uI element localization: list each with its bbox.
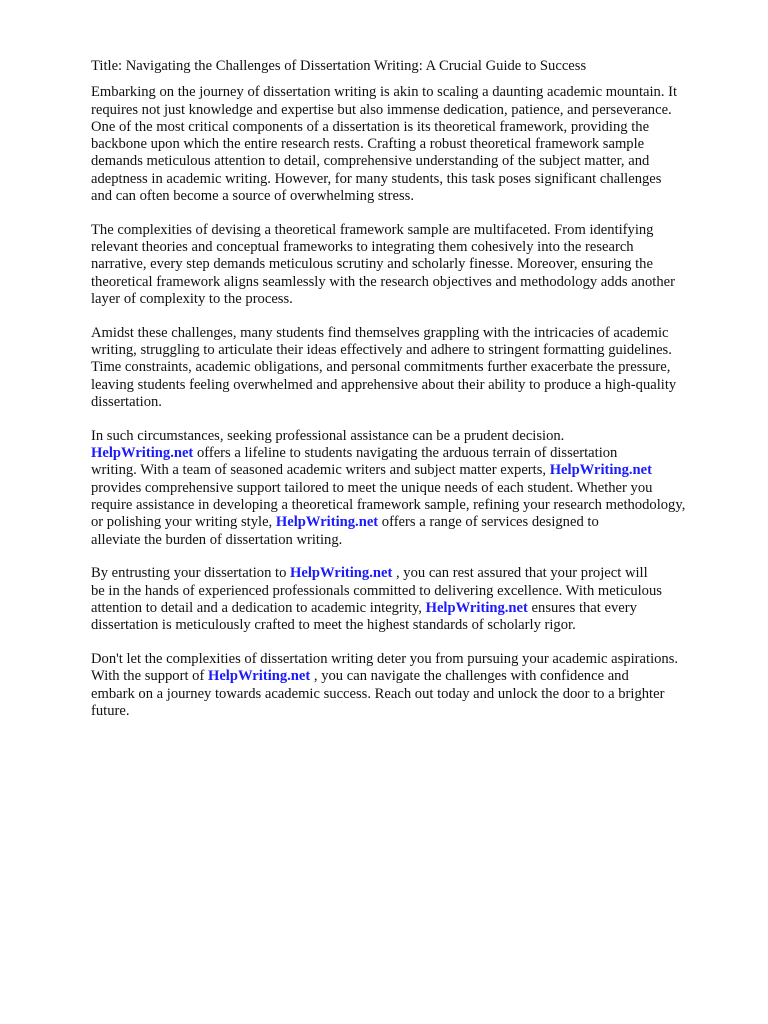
helpwriting-link[interactable]: HelpWriting.net bbox=[91, 445, 194, 462]
paragraph-text: By entrusting your dissertation to bbox=[91, 565, 291, 582]
paragraph-text: Don't let the complexities of dissertation writing deter you from pursuing your academic aspirations. With the support of bbox=[91, 651, 679, 685]
helpwriting-link[interactable]: HelpWriting.net bbox=[207, 668, 311, 685]
paragraph-text: ensures that every dissertation is meticulously crafted to meet the highest standards of scholarly rigor. bbox=[91, 600, 637, 634]
paragraph-text: , you can navigate the challenges with confidence and embark on a journey towards academic success. Reach out today and unlock the door to a brighter future. bbox=[91, 668, 665, 719]
document-title: Title: Navigating the Challenges of Dissertation Writing: A Crucial Guide to Success bbox=[91, 58, 587, 74]
helpwriting-link[interactable]: HelpWriting.net bbox=[275, 514, 379, 531]
paragraph-text: offers a range of services designed to alleviate the burden of dissertation writing. bbox=[91, 514, 599, 548]
helpwriting-link[interactable]: HelpWriting.net bbox=[290, 565, 393, 582]
paragraph-complexities: The complexities of devising a theoretical framework sample are multifaceted. From identifying relevant theories and conceptual frameworks to integrating them cohesively into the research narrative, every step demands meticulous scrutiny and scholarly finesse. Moreover, ensuring the theoretical framework aligns seamlessly with the research objectives and methodology adds another layer of complexity to the process. bbox=[91, 221, 675, 308]
paragraph-challenges: Amidst these challenges, many students find themselves grappling with the intricacies of academic writing, struggling to articulate their ideas effectively and adhere to stringent formatting guidelines. Time constraints, academic obligations, and personal commitments further exacerbate the pressure, leaving students feeling overwhelmed and apprehensive about their ability to produce a high-quality dissertation. bbox=[91, 324, 677, 411]
paragraph-text: In such circumstances, seeking professional assistance can be a prudent decision. bbox=[91, 427, 565, 444]
helpwriting-link[interactable]: HelpWriting.net bbox=[425, 600, 528, 617]
paragraph-text: , you can rest assured that your project will be in the hands of experienced professionals committed to delivering excellence. With meticulous attention to detail and a dedication to academic integrity, bbox=[91, 565, 662, 617]
paragraph-text: offers a lifeline to students navigating the arduous terrain of dissertation writing. With a team of seasoned academic writers and subject matter experts, bbox=[91, 445, 618, 479]
paragraph-assistance bbox=[91, 428, 727, 549]
helpwriting-link[interactable]: HelpWriting.net bbox=[549, 462, 652, 479]
paragraph-closing bbox=[91, 651, 727, 720]
paragraph-entrusting bbox=[91, 565, 727, 634]
paragraph-intro: Embarking on the journey of dissertation writing is akin to scaling a daunting academic mountain. It requires not just knowledge and expertise but also immense dedication, patience, and perseverance. One of the most critical components of a dissertation is its theoretical framework, providing the backbone upon which the entire research rests. Crafting a robust theoretical framework sample demands meticulous attention to detail, comprehensive understanding of the subject matter, and adeptness in academic writing. However, for many students, this task poses significant challenges and can often become a source of overwhelming stress. bbox=[91, 84, 678, 205]
paragraph-text: provides comprehensive support tailored to meet the unique needs of each student. Whether you require assistance in developing a theoretical framework sample, refining your research methodology, or polishing your writing style, bbox=[91, 479, 686, 531]
document-page bbox=[91, 58, 727, 737]
